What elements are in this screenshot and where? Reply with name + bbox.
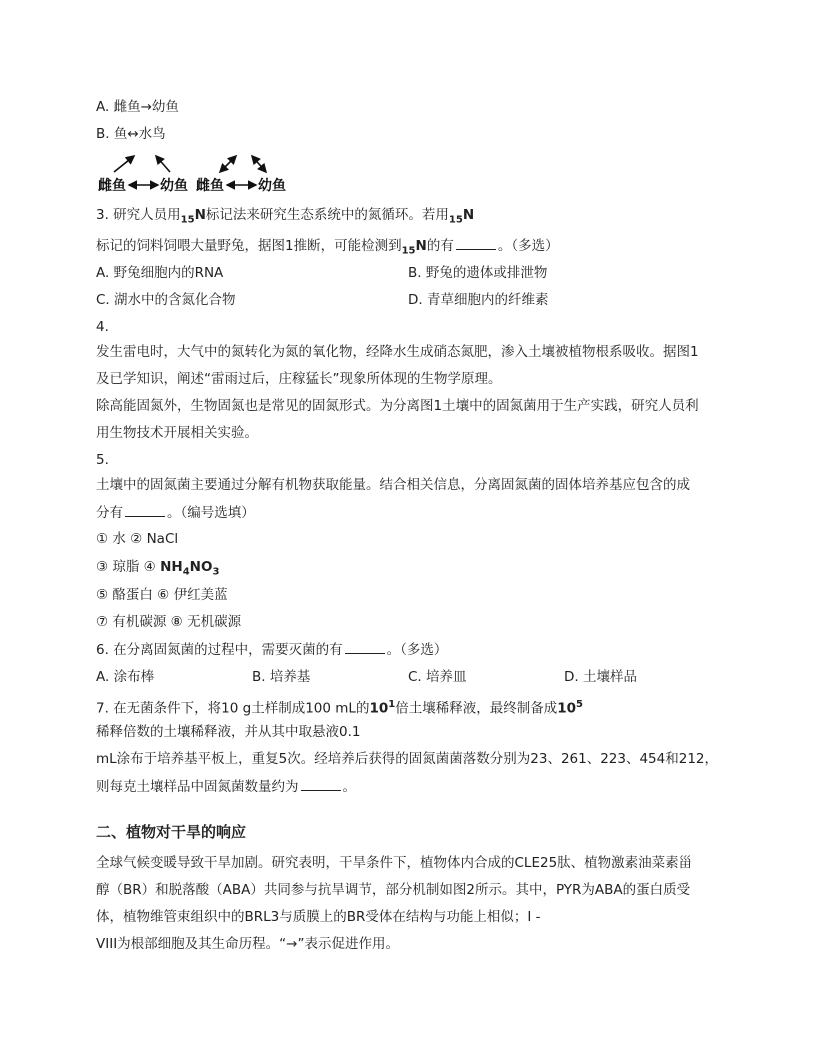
q7-line1: 7. 在无菌条件下，将10 g土样制成100 mL的$10^1$倍土壤稀释液，最终制备成$10^5$ <box>96 699 583 717</box>
q5-items3: ⑤ 酪蛋白 ⑥ 伊红美蓝 <box>96 587 228 603</box>
q4-line4: 用生物技术开展相关实验。 <box>96 425 258 441</box>
section2-para-line2: 醇（BR）和脱落酸（ABA）共同参与抗旱调节，部分机制如图2所示。其中，PYR为ABA的蛋白质受 <box>96 882 691 898</box>
diagram-left-female-fish: 雌鱼 <box>98 178 126 194</box>
q6-option-d: D. 土壤样品 <box>564 669 637 685</box>
arrow-right-up-1 <box>220 156 236 172</box>
q5-line1: 土壤中的固氮菌主要通过分解有机物获取能量。结合相关信息，分离固氮菌的固体培养基应包含的成 <box>96 477 690 493</box>
diagram-right-young-fish: 幼鱼 <box>258 178 286 194</box>
section2-para-line3: 体，植物维管束组织中的BRL3与质膜上的BR受体在结构与功能上相似；I - <box>96 909 541 925</box>
arrow-left-up-2 <box>156 156 170 172</box>
q3-option-d: D. 青草细胞内的纤维素 <box>408 292 549 308</box>
diagram-right-female-fish: 雌鱼 <box>196 178 224 194</box>
q4-line3: 除高能固氮外，生物固氮也是常见的固氮形式。为分离图1土壤中的固氮菌用于生产实践，研究人员利 <box>96 398 699 414</box>
q7-line4: 则每克土壤样品中固氮菌数量约为 。 <box>96 776 356 797</box>
section2-para-line4: VIII为根部细胞及其生命历程。“→”表示促进作用。 <box>96 936 399 952</box>
option-b-line: B. 鱼↔水鸟 <box>96 126 166 142</box>
answer-blank[interactable] <box>345 639 385 654</box>
q3-option-c: C. 湖水中的含氮化合物 <box>96 292 236 308</box>
q3-option-b: B. 野兔的遗体或排泄物 <box>408 265 548 281</box>
section2-para-line1: 全球气候变暖导致干旱加剧。研究表明，干旱条件下，植物体内合成的CLE25肽、植物激素油菜素甾 <box>96 855 693 871</box>
section-heading: 二、植物对干旱的响应 <box>96 823 247 841</box>
q4-line2: 及已学知识，阐述“雷雨过后，庄稼猛长”现象所体现的生物学原理。 <box>96 371 502 387</box>
q5-items4: ⑦ 有机碳源 ⑧ 无机碳源 <box>96 614 242 630</box>
diagram-left-young-fish: 幼鱼 <box>160 178 188 194</box>
q5-number: 5. <box>96 452 109 468</box>
q3-option-a: A. 野兔细胞内的RNA <box>96 265 224 281</box>
arrow-left-up-1 <box>114 156 134 172</box>
q5-line2: 分有 。（编号选填） <box>96 502 255 523</box>
answer-blank[interactable] <box>301 776 341 791</box>
food-relation-diagram <box>96 150 296 198</box>
q6-stem: 6. 在分离固氮菌的过程中，需要灭菌的有 。（多选） <box>96 639 447 660</box>
q7-line2: 稀释倍数的土壤稀释液，并从其中取悬液0.1 <box>96 724 361 740</box>
answer-blank[interactable] <box>125 502 165 517</box>
q3-line2: 标记的饲料饲喂大量野兔，据图1推断，可能检测到$_{15}$N的有 。（多选） <box>96 235 559 262</box>
q4-number: 4. <box>96 319 109 335</box>
q4-line1: 发生雷电时，大气中的氮转化为氮的氧化物，经降水生成硝态氮肥，渗入土壤被植物根系吸收。据图1 <box>96 344 699 360</box>
q6-option-a: A. 涂布棒 <box>96 669 155 685</box>
option-a-line: A. 雌鱼→幼鱼 <box>96 99 179 115</box>
q6-option-b: B. 培养基 <box>252 669 311 685</box>
arrow-right-up-2 <box>252 156 266 172</box>
q7-line3: mL涂布于培养基平板上，重复5次。经培养后获得的固氮菌菌落数分别为23、261、223、454和212， <box>96 751 719 767</box>
q3-line1: 3. 研究人员用$_{15}$N标记法来研究生态系统中的氮循环。若用$_{15}$N <box>96 207 475 226</box>
q5-items1: ① 水 ② NaCl <box>96 531 179 547</box>
q5-items2: ③ 琼脂 ④ $NH_4NO_3$ <box>96 559 220 578</box>
answer-blank[interactable] <box>456 235 496 250</box>
q6-option-c: C. 培养皿 <box>408 669 467 685</box>
